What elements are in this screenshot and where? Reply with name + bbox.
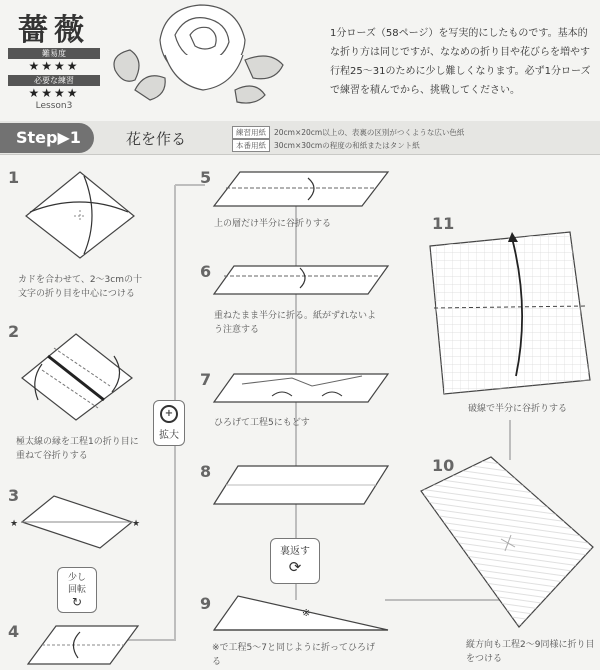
step-label: Step▶1 [0,123,94,153]
svg-text:★: ★ [132,519,140,529]
zoom-text: 拡大 [159,430,179,441]
step-7-number: 7 [200,370,212,389]
step-2-diagram [18,330,136,422]
step-1-number: 1 [8,168,20,187]
zoom-icon: + [160,405,178,423]
section-title: 花を作る [126,130,187,148]
step-10-diagram [415,455,597,633]
difficulty-label: 難易度 [8,48,100,59]
step-6-caption: 重ねたまま半分に折る。紙がずれないよう注意する [214,311,377,335]
step-5-diagram [212,168,390,210]
zoom-badge [153,400,185,446]
final-paper-tag: 本番用紙 [232,139,270,152]
asterisk-mark: ※ [302,608,311,619]
flip-text: 裏返す [280,546,310,557]
step-4-diagram [22,622,142,668]
step-10-caption: 縦方向も工程2〜9同様に折り目をつける [466,640,595,664]
step-7-diagram [212,368,390,408]
svg-text:★: ★ [10,519,19,529]
rotate-badge [57,567,97,613]
step-6-diagram [212,262,390,298]
rotate-text-2: 回転 [67,585,86,595]
step-4-number: 4 [8,622,20,641]
practice-label: 必要な練習 [8,75,100,86]
step-10-number: 10 [432,456,455,475]
step-2-number: 2 [8,322,20,341]
flip-icon: ⟳ [288,558,302,576]
lesson-label: Lesson3 [35,101,73,111]
rotate-icon: ↻ [71,595,83,609]
step-9-number: 9 [200,594,212,613]
step-1-caption: カドを合わせて、2〜3cmの十文字の折り目を中心につける [18,275,142,299]
step-6-number: 6 [200,262,212,281]
final-paper-text: 30cm×30cmの程度の和紙またはタント紙 [274,141,420,150]
step-2-caption: 極太線の縁を工程1の折り目に重ねて谷折りする [16,437,139,461]
step-3-diagram [8,488,140,556]
rotate-text-1: 少し [67,573,86,583]
step-5-number: 5 [200,168,212,187]
flip-badge [270,538,320,584]
intro-text: 1分ローズ（58ページ）を写実的にしたものです。基本的な折り方は同じですが、ななめの折り目や花びらを増やす行程25〜31のために少し難しくなります。必ず1分ローズで練習を積んでから、挑戦してください。 [330,28,591,96]
step-8-number: 8 [200,462,212,481]
step-11-number: 11 [432,214,455,233]
step-11-diagram [420,228,596,400]
step-9-diagram [212,592,390,634]
practice-paper-text: 20cm×20cm以上の、表裏の区別がつくような広い色紙 [274,128,465,137]
step-8-diagram [212,462,390,508]
step-5-caption: 上の層だけ半分に谷折りする [214,219,332,229]
step-1-diagram [22,170,140,260]
step-3-number: 3 [8,486,20,505]
difficulty-stars: ★★★★ [28,59,80,73]
page-title: 薔薇 [18,13,90,48]
step-11-caption: 破線で半分に谷折りする [468,404,568,414]
step-7-caption: ひろげて工程5にもどす [214,418,310,428]
step-9-caption: ※で工程5〜7と同じように折ってひろげる [212,643,375,667]
practice-paper-tag: 練習用紙 [232,126,270,139]
practice-stars: ★★★★ [28,86,80,100]
